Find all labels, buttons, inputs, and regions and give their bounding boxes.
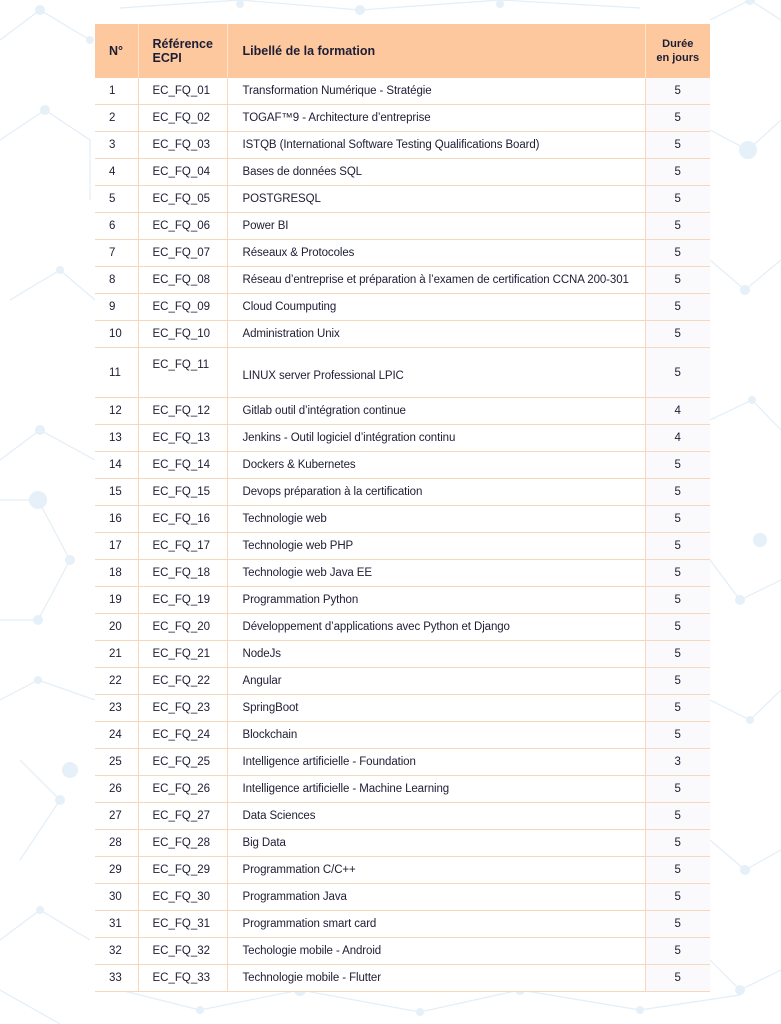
row-reference: EC_FQ_19 xyxy=(138,587,227,614)
row-reference: EC_FQ_13 xyxy=(138,425,227,452)
row-libelle: Technologie mobile - Flutter xyxy=(227,965,645,992)
row-libelle: Programmation Python xyxy=(227,587,645,614)
row-number: 12 xyxy=(95,398,138,425)
row-duree: 4 xyxy=(645,398,710,425)
table-row xyxy=(95,479,710,506)
row-libelle: Devops préparation à la certification xyxy=(227,479,645,506)
row-duree: 5 xyxy=(645,105,710,132)
table-row xyxy=(95,695,710,722)
row-reference: EC_FQ_30 xyxy=(138,884,227,911)
table-row xyxy=(95,614,710,641)
row-reference: EC_FQ_16 xyxy=(138,506,227,533)
row-number: 23 xyxy=(95,695,138,722)
row-reference: EC_FQ_07 xyxy=(138,240,227,267)
row-libelle: NodeJs xyxy=(227,641,645,668)
table-row xyxy=(95,803,710,830)
table-row xyxy=(95,186,710,213)
row-libelle: Administration Unix xyxy=(227,321,645,348)
row-reference: EC_FQ_32 xyxy=(138,938,227,965)
row-number: 14 xyxy=(95,452,138,479)
row-number: 25 xyxy=(95,749,138,776)
row-libelle: Intelligence artificielle - Machine Learning xyxy=(227,776,645,803)
row-duree: 5 xyxy=(645,294,710,321)
table-row xyxy=(95,776,710,803)
row-reference: EC_FQ_23 xyxy=(138,695,227,722)
row-duree: 4 xyxy=(645,425,710,452)
row-reference: EC_FQ_27 xyxy=(138,803,227,830)
table-row xyxy=(95,749,710,776)
row-number: 28 xyxy=(95,830,138,857)
row-libelle: Programmation smart card xyxy=(227,911,645,938)
row-libelle: Technologie web xyxy=(227,506,645,533)
row-number: 17 xyxy=(95,533,138,560)
row-libelle: Développement d’applications avec Python et Django xyxy=(227,614,645,641)
row-libelle: POSTGRESQL xyxy=(227,186,645,213)
row-number: 13 xyxy=(95,425,138,452)
row-reference: EC_FQ_24 xyxy=(138,722,227,749)
row-reference: EC_FQ_28 xyxy=(138,830,227,857)
row-reference: EC_FQ_05 xyxy=(138,186,227,213)
row-duree: 5 xyxy=(645,267,710,294)
table-row xyxy=(95,560,710,587)
header-duree: Durée en jours xyxy=(645,24,710,78)
row-libelle: Transformation Numérique - Stratégie xyxy=(227,78,645,105)
row-reference: EC_FQ_25 xyxy=(138,749,227,776)
row-number: 19 xyxy=(95,587,138,614)
row-duree: 5 xyxy=(645,533,710,560)
row-duree: 5 xyxy=(645,830,710,857)
header-num: N° xyxy=(95,24,138,78)
row-number: 27 xyxy=(95,803,138,830)
row-libelle: Intelligence artificielle - Foundation xyxy=(227,749,645,776)
table-row xyxy=(95,668,710,695)
table-row xyxy=(95,267,710,294)
row-reference: EC_FQ_11 xyxy=(138,348,227,398)
table-row xyxy=(95,105,710,132)
table-row xyxy=(95,641,710,668)
row-libelle: Programmation Java xyxy=(227,884,645,911)
row-libelle: Bases de données SQL xyxy=(227,159,645,186)
row-duree: 5 xyxy=(645,857,710,884)
row-reference: EC_FQ_31 xyxy=(138,911,227,938)
row-libelle: Dockers & Kubernetes xyxy=(227,452,645,479)
table-row xyxy=(95,506,710,533)
row-libelle: Power BI xyxy=(227,213,645,240)
row-libelle: Gitlab outil d’intégration continue xyxy=(227,398,645,425)
row-duree: 5 xyxy=(645,803,710,830)
table-row xyxy=(95,132,710,159)
row-number: 15 xyxy=(95,479,138,506)
row-reference: EC_FQ_14 xyxy=(138,452,227,479)
row-number: 32 xyxy=(95,938,138,965)
table-row xyxy=(95,857,710,884)
row-duree: 5 xyxy=(645,479,710,506)
row-number: 26 xyxy=(95,776,138,803)
table-row xyxy=(95,830,710,857)
row-reference: EC_FQ_12 xyxy=(138,398,227,425)
row-libelle: Programmation C/C++ xyxy=(227,857,645,884)
row-duree: 5 xyxy=(645,240,710,267)
row-duree: 5 xyxy=(645,186,710,213)
row-number: 31 xyxy=(95,911,138,938)
row-duree: 5 xyxy=(645,965,710,992)
row-duree: 5 xyxy=(645,348,710,398)
table-row xyxy=(95,911,710,938)
table-row xyxy=(95,425,710,452)
row-number: 3 xyxy=(95,132,138,159)
row-number: 1 xyxy=(95,78,138,105)
row-libelle: Technologie web PHP xyxy=(227,533,645,560)
row-libelle: Blockchain xyxy=(227,722,645,749)
row-reference: EC_FQ_33 xyxy=(138,965,227,992)
row-number: 4 xyxy=(95,159,138,186)
row-number: 18 xyxy=(95,560,138,587)
row-number: 7 xyxy=(95,240,138,267)
table-row xyxy=(95,533,710,560)
row-number: 10 xyxy=(95,321,138,348)
row-number: 16 xyxy=(95,506,138,533)
table-row xyxy=(95,398,710,425)
table-row xyxy=(95,884,710,911)
row-reference: EC_FQ_03 xyxy=(138,132,227,159)
row-reference: EC_FQ_15 xyxy=(138,479,227,506)
table-row xyxy=(95,213,710,240)
row-libelle: TOGAF™9 - Architecture d’entreprise xyxy=(227,105,645,132)
row-libelle: Réseau d’entreprise et préparation à l’examen de certification CCNA 200-301 xyxy=(227,267,645,294)
row-duree: 5 xyxy=(645,587,710,614)
row-libelle: Big Data xyxy=(227,830,645,857)
row-duree: 5 xyxy=(645,321,710,348)
row-reference: EC_FQ_02 xyxy=(138,105,227,132)
row-number: 8 xyxy=(95,267,138,294)
row-duree: 5 xyxy=(645,78,710,105)
table-row xyxy=(95,965,710,992)
row-number: 30 xyxy=(95,884,138,911)
row-reference: EC_FQ_09 xyxy=(138,294,227,321)
table-row xyxy=(95,240,710,267)
header-reference: Référence ECPI xyxy=(138,24,227,78)
row-duree: 5 xyxy=(645,776,710,803)
table-row xyxy=(95,348,710,398)
row-duree: 5 xyxy=(645,213,710,240)
row-libelle: Techologie mobile - Android xyxy=(227,938,645,965)
row-reference: EC_FQ_01 xyxy=(138,78,227,105)
row-reference: EC_FQ_04 xyxy=(138,159,227,186)
row-libelle: Réseaux & Protocoles xyxy=(227,240,645,267)
row-number: 5 xyxy=(95,186,138,213)
row-reference: EC_FQ_17 xyxy=(138,533,227,560)
table-row xyxy=(95,159,710,186)
row-duree: 5 xyxy=(645,560,710,587)
row-reference: EC_FQ_22 xyxy=(138,668,227,695)
row-reference: EC_FQ_26 xyxy=(138,776,227,803)
row-number: 6 xyxy=(95,213,138,240)
row-reference: EC_FQ_06 xyxy=(138,213,227,240)
row-number: 24 xyxy=(95,722,138,749)
row-libelle: Angular xyxy=(227,668,645,695)
row-duree: 5 xyxy=(645,938,710,965)
row-libelle: Jenkins - Outil logiciel d’intégration continu xyxy=(227,425,645,452)
row-number: 20 xyxy=(95,614,138,641)
row-reference: EC_FQ_08 xyxy=(138,267,227,294)
row-libelle: ISTQB (International Software Testing Qualifications Board) xyxy=(227,132,645,159)
row-duree: 5 xyxy=(645,695,710,722)
formations-table xyxy=(95,24,710,992)
table-row xyxy=(95,722,710,749)
table-row xyxy=(95,452,710,479)
row-duree: 5 xyxy=(645,159,710,186)
table-header-row xyxy=(95,24,710,78)
row-libelle: SpringBoot xyxy=(227,695,645,722)
row-reference: EC_FQ_18 xyxy=(138,560,227,587)
table-row xyxy=(95,321,710,348)
row-duree: 5 xyxy=(645,911,710,938)
row-number: 9 xyxy=(95,294,138,321)
row-number: 11 xyxy=(95,348,138,398)
row-libelle: Cloud Coumputing xyxy=(227,294,645,321)
header-libelle: Libellé de la formation xyxy=(227,24,645,78)
row-reference: EC_FQ_20 xyxy=(138,614,227,641)
row-libelle: LINUX server Professional LPIC xyxy=(227,348,645,398)
table-row xyxy=(95,78,710,105)
row-duree: 5 xyxy=(645,132,710,159)
row-duree: 5 xyxy=(645,506,710,533)
row-number: 2 xyxy=(95,105,138,132)
row-libelle: Data Sciences xyxy=(227,803,645,830)
table-row xyxy=(95,938,710,965)
row-duree: 5 xyxy=(645,668,710,695)
row-reference: EC_FQ_29 xyxy=(138,857,227,884)
row-number: 33 xyxy=(95,965,138,992)
row-duree: 5 xyxy=(645,722,710,749)
formations-table-wrapper xyxy=(95,24,710,992)
row-number: 29 xyxy=(95,857,138,884)
table-row xyxy=(95,587,710,614)
row-libelle: Technologie web Java EE xyxy=(227,560,645,587)
row-duree: 3 xyxy=(645,749,710,776)
row-duree: 5 xyxy=(645,614,710,641)
table-row xyxy=(95,294,710,321)
row-duree: 5 xyxy=(645,452,710,479)
row-number: 22 xyxy=(95,668,138,695)
row-duree: 5 xyxy=(645,884,710,911)
row-number: 21 xyxy=(95,641,138,668)
row-reference: EC_FQ_21 xyxy=(138,641,227,668)
row-reference: EC_FQ_10 xyxy=(138,321,227,348)
row-duree: 5 xyxy=(645,641,710,668)
